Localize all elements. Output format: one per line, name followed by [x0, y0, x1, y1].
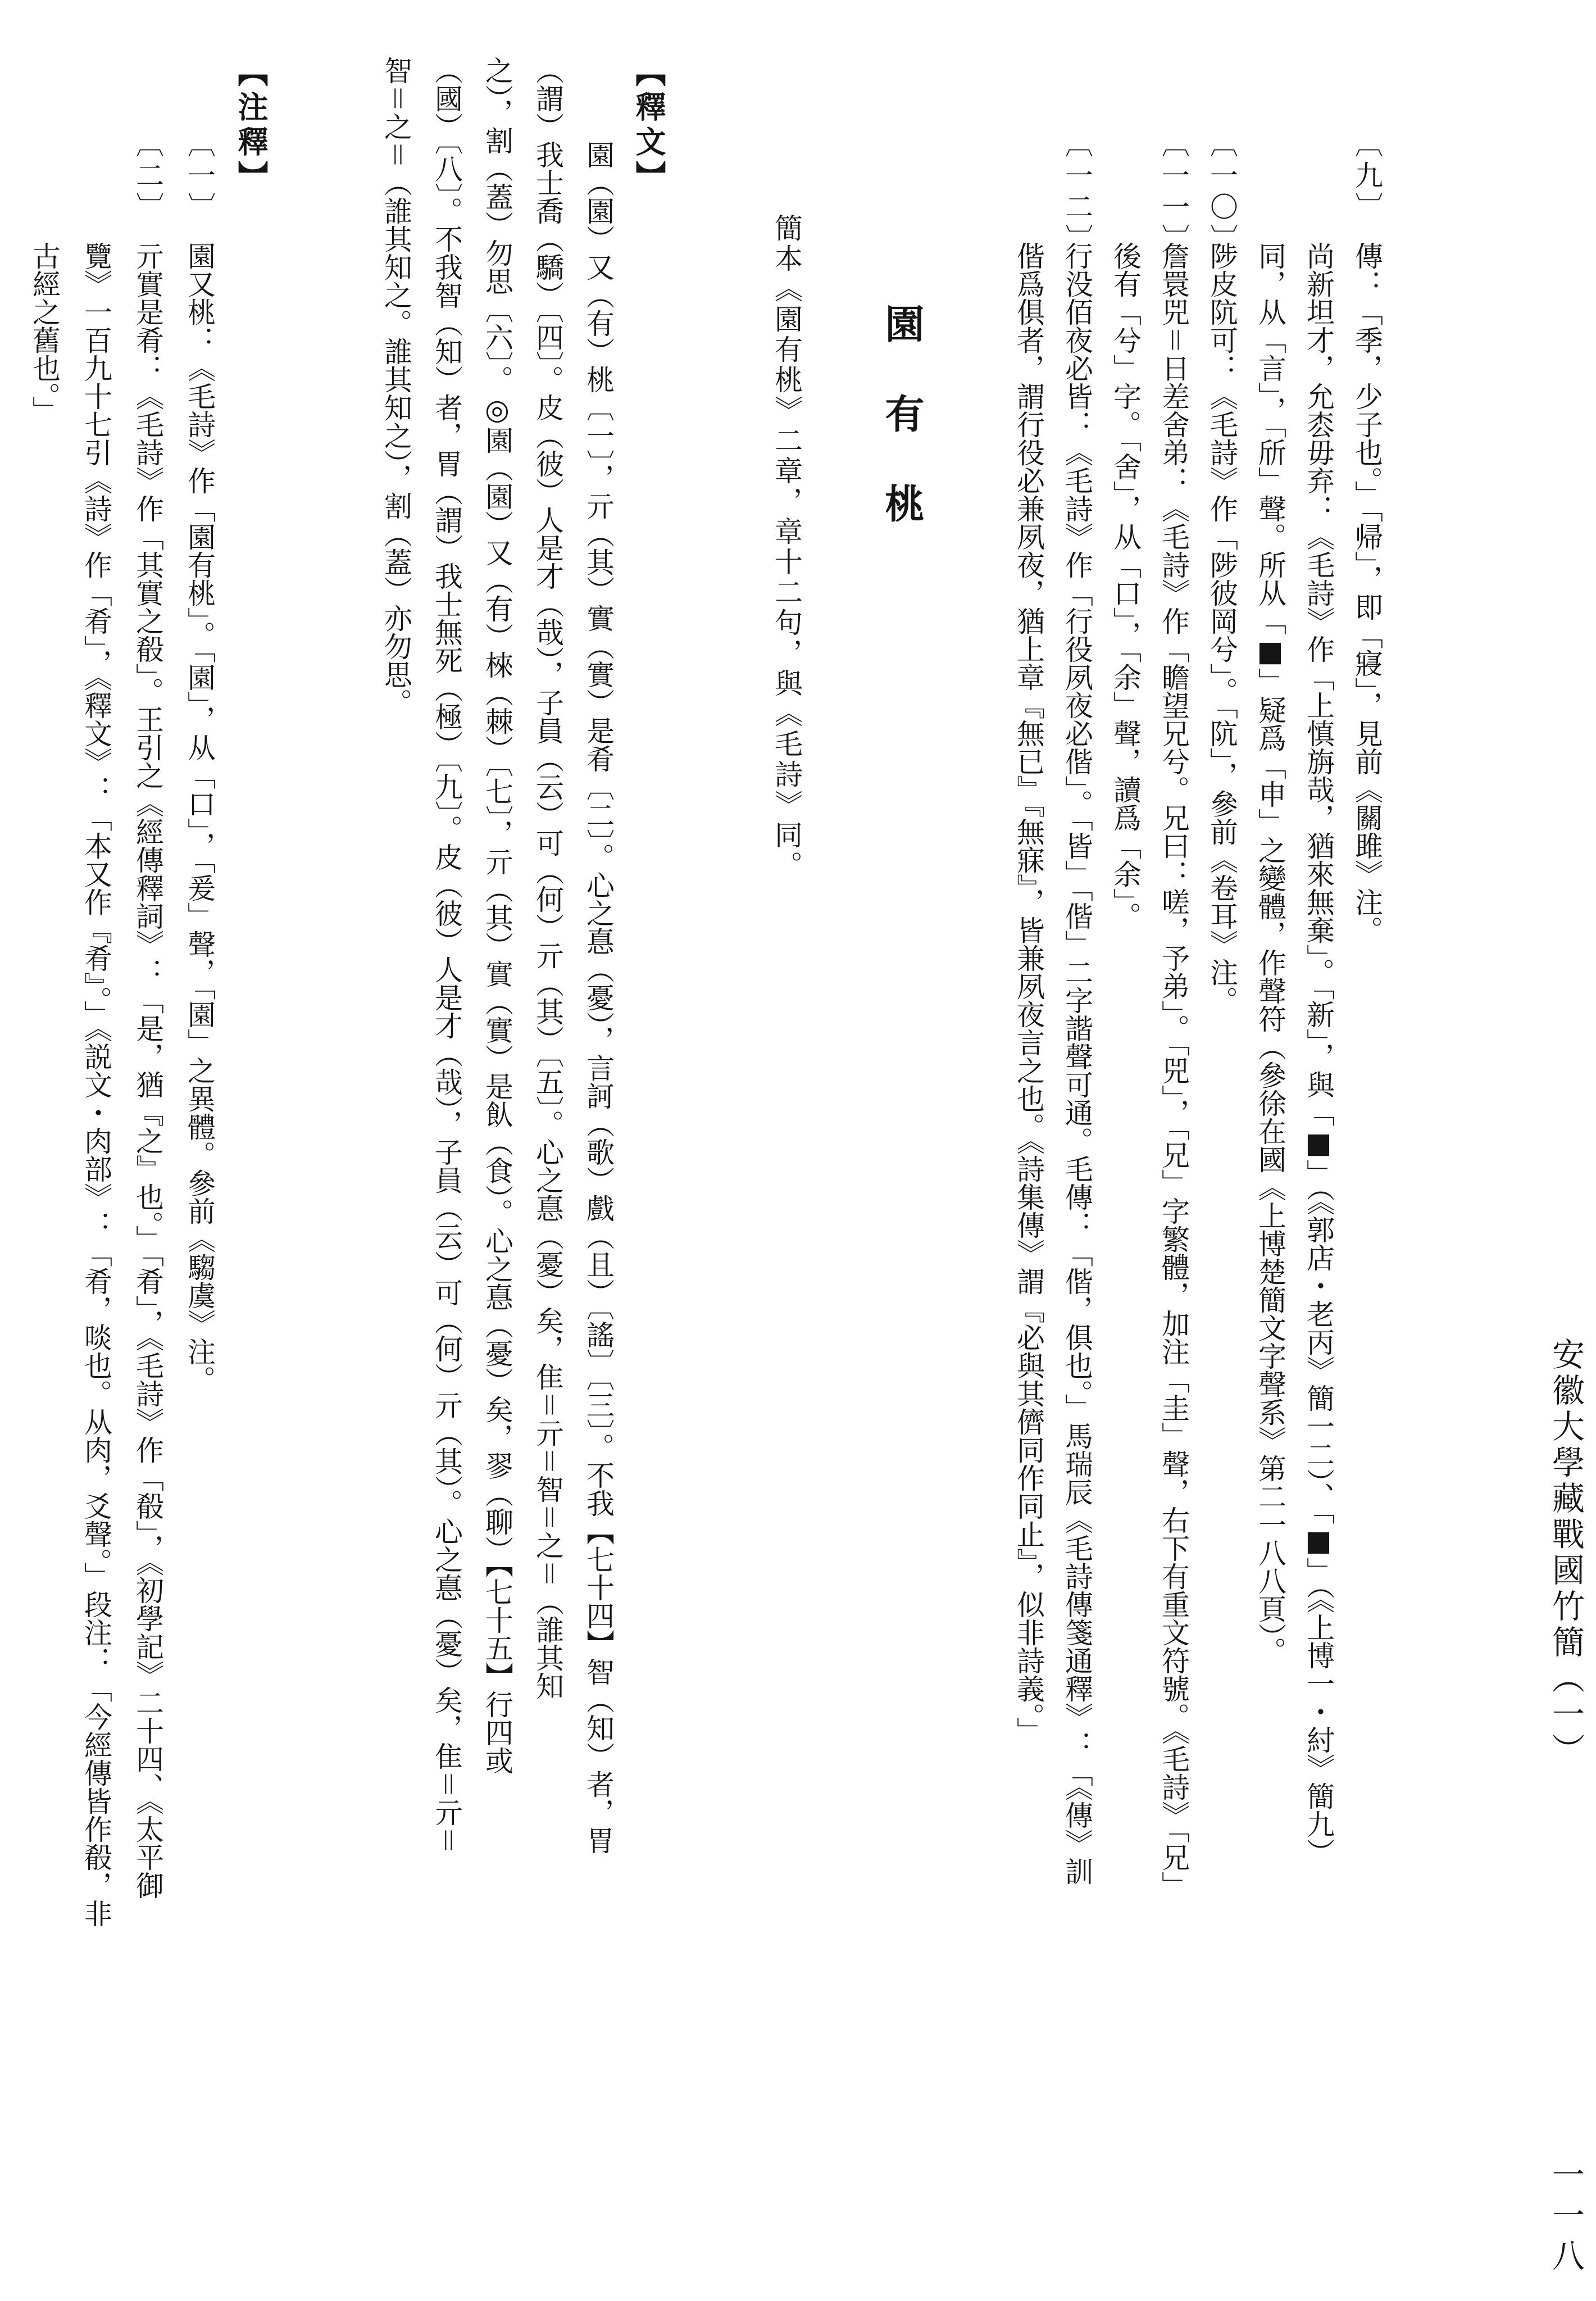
note-line: 同，从「言」，「斦」聲。所从「■」疑爲「申」之變體，作聲符（參徐在國《上博楚簡文字聲系》第二一八八頁）。	[1254, 242, 1286, 1665]
note-line: 傳：「季，少子也。」「帰」，即「寢」，見前《關雎》注。	[1351, 242, 1383, 944]
note-line: 尚新坦才，允枩毋弃：《毛詩》作「上慎旃哉，猶來無棄」。「新」，與「■」（《郭店・老丙》簡一二）、「■」（《上博一・紂》簡九）	[1302, 242, 1335, 1866]
note-number: 〔一一〕	[1157, 129, 1190, 255]
note-number: 〔九〕	[1351, 129, 1383, 224]
note-line: 古經之舊也。」	[28, 242, 61, 424]
note-number: 〔一二〕	[1061, 129, 1093, 255]
running-head: 安徽大學藏戰國竹簡（一）	[1547, 1337, 1585, 1769]
note-number: 〔一〇〕	[1206, 129, 1238, 255]
note-number: 〔二〕	[131, 129, 164, 224]
note-line: 偕爲俱者，謂行役必兼夙夜，猶上章『無已』『無寐』，皆兼夙夜言之也。《詩集傳》謂『必與其儕同作同止』，似非詩義。」	[1012, 242, 1045, 1745]
poem-subtitle: 簡本《園有桃》二章，章十二句，與《毛詩》同。	[770, 214, 803, 881]
translation-line: 之），割（蓋）勿思〔六〕。◎園（園）又（有）棶（棘）〔七〕，亓（其）實（實）是飤（食）。心之惪（憂）矣，翏（聊）【七十五】行四或	[481, 56, 513, 1774]
translation-line: 智＝之＝（誰其知之。誰其知之），割（蓋）亦勿思。	[380, 56, 412, 716]
translation-line: （國）〔八〕。不我智（知）者，胃（謂）我士無死（極）〔九〕。皮（彼）人是才（哉），子員（云）可（何）亓（其）。心之惪（憂）矣，隹＝亓＝	[430, 56, 463, 1854]
translation-line: 園（園）又（有）桃〔一〕，亓（其）實（實）是肴〔二〕。心之惪（憂），言訶（歌）戲（且）〔謠〕〔三〕。不我【七十四】智（知）者，胃	[582, 112, 615, 1854]
translation-line: （謂）我士喬（驕）〔四〕。皮（彼）人是才（哉），子員（云）可（何）亓（其）〔五〕。心之惪（憂）矣，隹＝亓＝智＝之＝（誰其知	[531, 56, 564, 1700]
section-heading-translation: 【釋文】	[631, 56, 667, 196]
note-line: 行没佰夜必皆：《毛詩》作「行役夙夜必偕」。「皆」「偕」二字諧聲可通。毛傳：「偕，俱也。」馬瑞辰《毛詩傳箋通釋》：「《傳》訓	[1061, 242, 1093, 1885]
page-number: 一一八	[1547, 2158, 1585, 2279]
note-line: 陟皮阬可：《毛詩》作「陟彼岡兮」。「阬」，參前《卷耳》注。	[1206, 242, 1238, 1014]
note-line: 園又桃：《毛詩》作「園有桃」。「園」，从「口」，「爰」聲，「園」之異體。參前《騶虞》注。	[183, 242, 216, 1394]
note-line: 後有「兮」字。「舍」，从「口」，「余」聲，讀爲「余」。	[1109, 242, 1142, 930]
poem-title: 園有桃	[879, 303, 925, 573]
note-number: 〔一〕	[183, 129, 216, 224]
note-line: 覽》一百九十七引《詩》作「肴」，《釋文》：「本又作『肴』。」《説文・肉部》：「肴，啖也。从肉，爻聲。」段注：「今經傳皆作殽，非	[80, 242, 112, 1927]
section-heading-notes: 【注釋】	[233, 56, 269, 196]
note-line: 亓實是肴：《毛詩》作「其實之殽」。王引之《經傳釋詞》：「是，猶『之』也。」「肴」，《毛詩》作「殽」，《初學記》二十四、《太平御	[131, 242, 164, 1899]
note-line: 詹睘兕＝日差舍弟：《毛詩》作「瞻望兄兮。兄曰：嗟，予弟」。「兕」，「兄」字繁體，加注「圭」聲，右下有重文符號。《毛詩》「兄」	[1157, 242, 1190, 1899]
